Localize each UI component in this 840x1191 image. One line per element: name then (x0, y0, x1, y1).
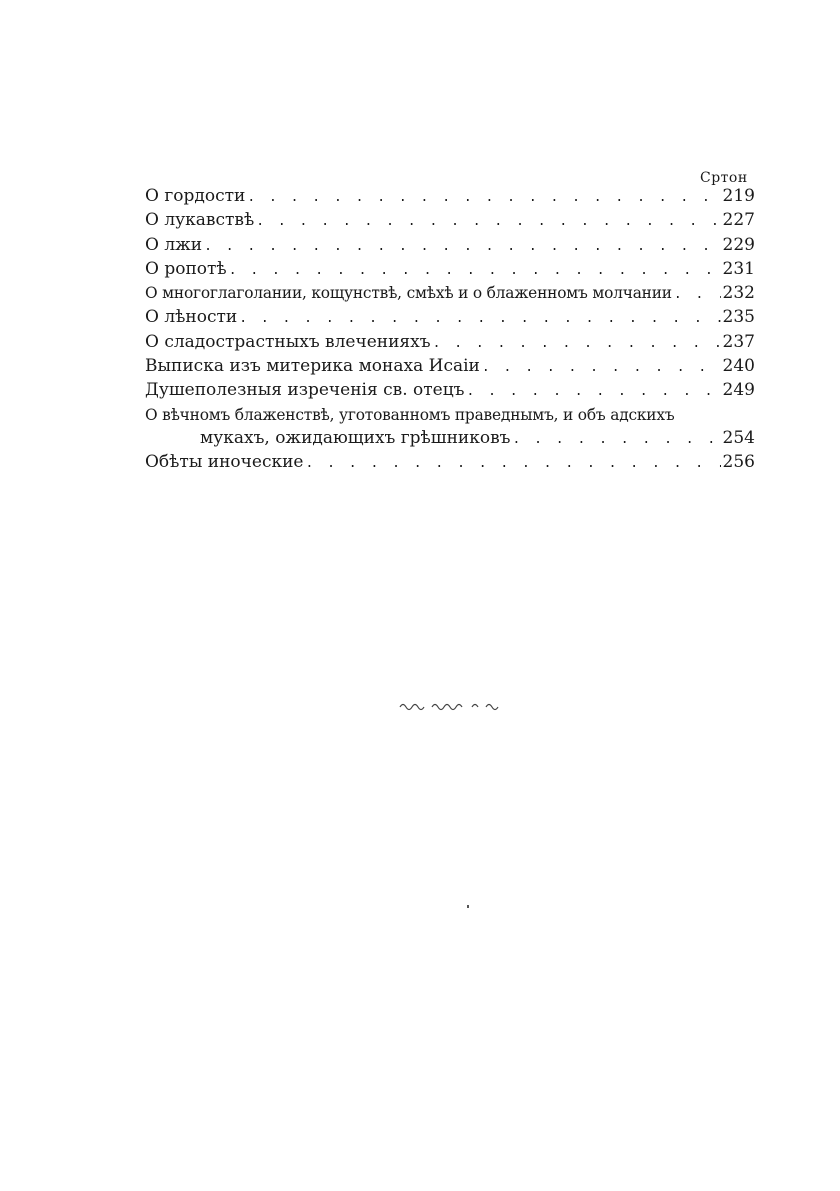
print-speck (467, 905, 469, 908)
toc-entry (145, 234, 755, 258)
toc-entry-page: 231 (722, 258, 755, 279)
toc-entry-page: 237 (722, 331, 755, 352)
dot-leader (513, 428, 721, 451)
dot-leader (482, 356, 721, 379)
dot-leader (466, 380, 720, 403)
toc-entry (145, 258, 755, 282)
dot-leader (433, 332, 721, 355)
toc-entry (145, 331, 755, 355)
toc-entry (145, 185, 755, 209)
toc-entry (145, 282, 755, 306)
toc-entry-page: 249 (722, 380, 755, 401)
toc-entry-title: Выписка изъ митерика монаха Исаіи (145, 356, 480, 377)
toc-entry-title: О гордости (145, 186, 246, 206)
toc-entry-title: О вѣчномъ блаженствѣ, уготованномъ праведнымъ, и объ адскихъ (145, 405, 675, 424)
toc-entry (145, 355, 755, 379)
toc-entry-page: 232 (722, 283, 755, 304)
ornament-divider (398, 698, 502, 712)
toc-entry-page: 227 (722, 210, 755, 231)
toc-entry-continuation (145, 427, 755, 451)
toc-entry-page: 240 (722, 356, 755, 377)
toc-entry-title: О многоглаголании, кощунствѣ, смѣхѣ и о блаженномъ молчании (145, 284, 672, 303)
toc-entry-page: 229 (722, 234, 755, 255)
toc-entry-page: 254 (722, 427, 755, 448)
toc-entry-page: 256 (722, 452, 755, 473)
toc-entry (145, 306, 755, 330)
toc-entry-title: О лжи (145, 234, 203, 255)
dot-leader (247, 186, 720, 209)
table-of-contents (145, 185, 755, 476)
toc-entry-page: 219 (722, 186, 755, 206)
dot-leader (256, 210, 720, 233)
toc-entry (145, 451, 755, 475)
page-column-label: Сртон (700, 170, 748, 186)
dot-leader (674, 283, 721, 306)
toc-entry (145, 379, 755, 403)
toc-entry-title: О сладострастныхъ влеченияхъ (145, 331, 431, 352)
toc-entry-page: 235 (722, 307, 755, 328)
dot-leader (306, 452, 721, 475)
dot-leader (229, 259, 721, 282)
toc-entry-title: О ропотѣ (145, 258, 227, 279)
toc-entry-title: О лѣности (145, 307, 238, 328)
dot-leader (239, 307, 720, 330)
toc-entry-title: Обѣты иноческие (145, 452, 304, 473)
toc-entry (145, 209, 755, 233)
toc-entry-title: мукахъ, ожидающихъ грѣшниковъ (200, 427, 511, 448)
toc-entry-title: Душеполезныя изреченія св. отецъ (145, 380, 465, 401)
toc-entry-title: О лукавствѣ (145, 210, 255, 231)
toc-entry (145, 404, 755, 427)
dot-leader (204, 235, 720, 258)
